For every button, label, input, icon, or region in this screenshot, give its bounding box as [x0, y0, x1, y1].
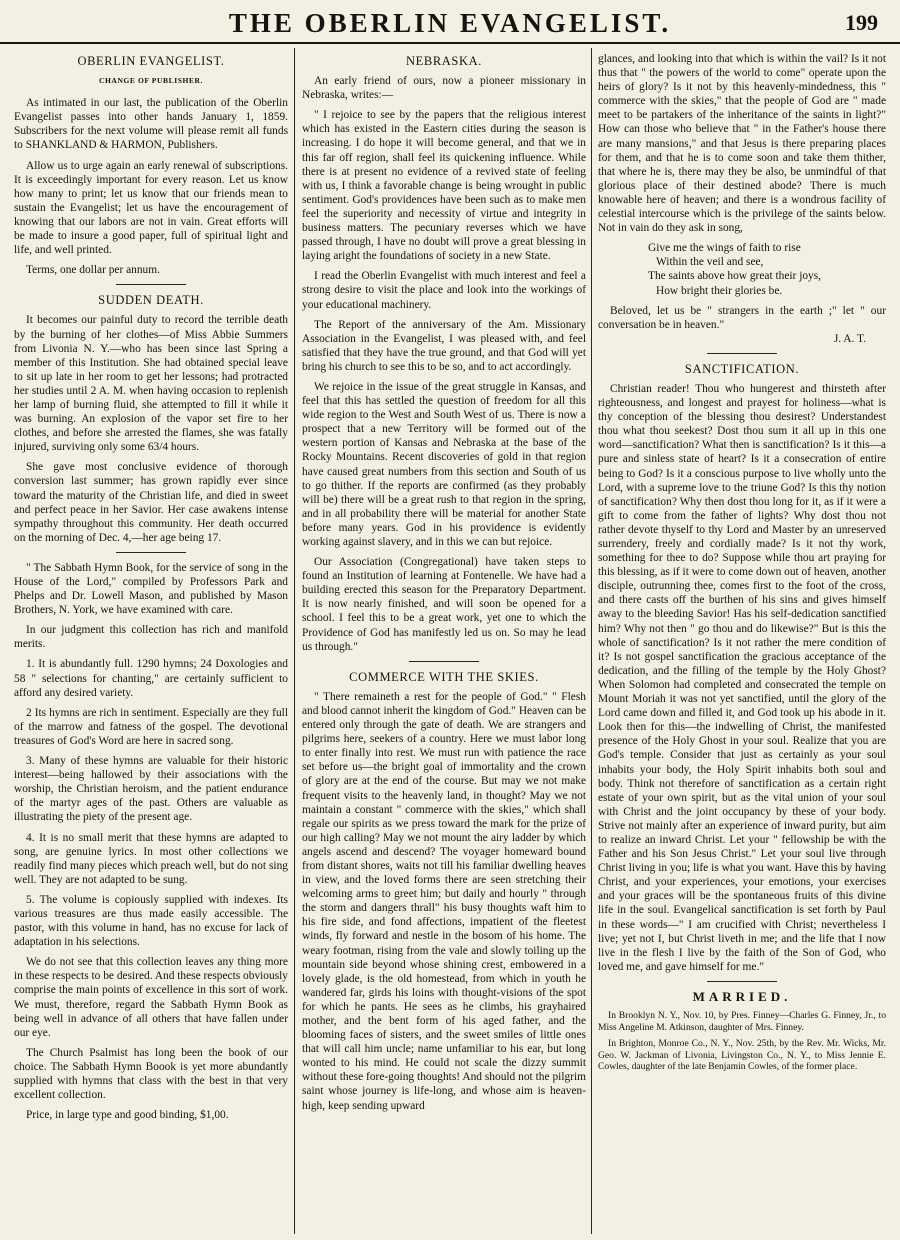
- marriage-notice: In Brooklyn N. Y., Nov. 10, by Pres. Finney—Charles G. Finney, Jr., to Miss Angeline M. Atkinson, daughter of Mrs. Finney.: [598, 1010, 886, 1033]
- column-3: [598, 52, 886, 1232]
- paragraph: It becomes our painful duty to record the terrible death by the burning of her clothes—of Miss Abbie Summers from Livonia N. Y.—who has been since last Spring a member of this Institution. She had obtained special leave to sit up late in her room to get her lessons; had protracted her studies until 2 A. M. when having occasion to replenish her lamp of burning fluid, she attempted to fill it while it was burning. An explosion of the vapor set fire to her clothes, and before she arrested the flames, she was fatally injured, surviving only some 63/4 hours.: [14, 314, 288, 454]
- article-subtitle: CHANGE OF PUBLISHER.: [98, 76, 204, 86]
- paragraph: Beloved, let us be " strangers in the earth ;" let " our conversation be in heaven.": [598, 304, 886, 331]
- paragraph: We rejoice in the issue of the great struggle in Kansas, and feel that this has settled the question of freedom for all this wide region to the West and South West of us. There is now a prospect that a new Territory will be formed out of the western portion of Kansas and Nebraska at the base of the Rocky Mountains. Recent discoveries of gold in that region have caused great numbers from this section and South of us to go thither. If the reports are confirmed (as they probably will be) there will be a great rush to that region in the spring, and in all probability there will be material for another State before many years. God in his providence is evidently working against slavery, and in this we can but rejoice.: [302, 380, 586, 548]
- masthead-title: THE OBERLIN EVANGELIST.: [228, 8, 672, 38]
- paragraph: Price, in large type and good binding, $1,00.: [26, 1109, 229, 1122]
- paragraph: " I rejoice to see by the papers that the religious interest which has existed in the Eastern cities during the season is increasing. I do hope it will become general, and that we in this far off region, shall feel its quickening influence. While there is at present no evidence of a revived state of feeling with us, I think a favorable change is being wrought in public sentiment. God's providences have been such as to make men feel the superiority and necessity of virtue and integrity in business matters. The pecuniary reverses which we have passed through, I have no doubt will prove a great blessing in laying aright the foundations of society in a new State.: [302, 109, 586, 263]
- paragraph: 4. It is no small merit that these hymns are adapted to song, are genuine lyrics. In most other collections we readily find many pieces which preach well, but do not sing well. They are not adapted to be sung.: [14, 831, 288, 886]
- column-rule: [294, 48, 295, 1234]
- paragraph: 5. The volume is copiously supplied with indexes. Its various treasures are thus made easily accessible. The pastor, with this volume in hand, has no excuse for lack of adaptation in his selections.: [14, 893, 288, 949]
- paragraph: glances, and looking into that which is within the vail? Is it not thus that " the powers of the world to come" operate upon the heirs of glory? Is it not by this heavenly-mindedness, this " commerce with the skies," that the people of God are " made meet to be partakers of the inheritance of the saints in light?" How can those who believe that " in the Father's house there are many mansions," and that Jesus is there preparing places for them, and that he is to come soon and take them thither, that where he is, there may they be also, be unmindful of that glorious place of their destined abode? There is much knowable here of heaven; and there is a wondrous facility of celestial intercourse which is the privilege of the saints below. Not in vain do they ask in song,: [598, 53, 886, 235]
- paragraph: Terms, one dollar per annum.: [26, 264, 160, 277]
- article-title: SUDDEN DEATH.: [98, 293, 204, 308]
- paragraph: Our Association (Congregational) have taken steps to found an Institution of learning at Fontenelle. We have had a building erected this season for the Preparatory Department. It is now nearly finished, and will soon be opened for a school. I feel this to be a great work, yet one to which the Providence of God has manifestly led us on. So may he lead us through.": [302, 556, 586, 653]
- paragraph: " There remaineth a rest for the people of God." " Flesh and blood cannot inherit the kingdom of God." Heaven can be entered only through the gate of death. We are strangers and pilgrims here, seekers of a country. Here we must labor long to enter finally into rest. We must run with patience the race set before us—the bright goal of immortality and the crown of glory are at the end of the course. But may we not make frequent visits to the heavenly land, in thought? May we not maintain a constant " commerce with the skies," which shall regale our spirits as we press toward the mark for the prize of our high calling? May we not mount the airy ladder by which angels ascend and descend? The voyager homeward bound from distant shores, waits not till his familiar dwelling heaves in view, and the loved forms there are seen stretching their welcoming arms to greet him; but daily and hourly " through the storm and dangers thrall" his busy thoughts waft him to his fire side, and fond affections, impatient of the fleetest winds, fly forward and nestle in the bosom of his home. The weary footman, rising from the vale and slowly toiling up the mountain side beyond whose shining crest, embowered in a lovely glade, is the old homestead, from which in youth he wandered far, girds his loins with thought-visions of the spot for which he pants. He sees as he climbs, his grayhaired mother, and the bent form of his aged father, and the blooming faces of sisters, and the sweet smiles of little ones that will call him uncle; name unfamiliar to his ear, but long wonted to his mind. He could not scale the dizzy summit without these fore-going thoughts! And should not the pilgrim saint whose journey is life-long, and whose aim is heaven-high, keep sending upward: [302, 690, 586, 1112]
- paragraph: An early friend of ours, now a pioneer missionary in Nebraska, writes:—: [302, 75, 586, 102]
- paragraph: 2 Its hymns are rich in sentiment. Especially are they full of the marrow and fatness of the gospel. The devotional treasures of God's Word are here in sacred song.: [14, 706, 288, 747]
- masthead: [0, 0, 900, 44]
- article-title: SANCTIFICATION.: [684, 361, 800, 376]
- paragraph: 1. It is abundantly full. 1290 hymns; 24 Doxologies and 58 " selections for chanting," are certainly sufficient to afford any desired variety.: [14, 658, 288, 699]
- article-title: MARRIED.: [692, 988, 792, 1004]
- paragraph: Allow us to urge again an early renewal of subscriptions. It is exceedingly important for every reason. Let us know how many to print; let us know that our friends mean to sustain the Evangelist; let us have the encouragement of knowing that our labors are not in vain. Great efforts will be made to insure a good paper, full of spiritual light and life, and well printed.: [14, 159, 288, 257]
- paragraph: In our judgment this collection has rich and manifold merits.: [14, 624, 288, 651]
- verse-line: The saints above how great their joys,: [648, 270, 822, 283]
- signature: J. A. T.: [833, 332, 866, 345]
- paragraph: The Church Psalmist has long been the book of our choice. The Sabbath Hymn Boook is yet more abundantly supplied with hymns that class with the best in that very excellent collection.: [14, 1046, 288, 1102]
- verse-line: Give me the wings of faith to rise: [648, 242, 801, 255]
- verse-line: Within the veil and see,: [656, 256, 764, 269]
- paragraph: " The Sabbath Hymn Book, for the service of song in the House of the Lord," compiled by Professors Park and Phelps and Dr. Lowell Mason, and published by Mason Brothers, N. York, we have examined with care.: [14, 561, 288, 617]
- paragraph: 3. Many of these hymns are valuable for their historic interest—being hallowed by their associations with the worship, the Christian heroism, and the patient endurance of the martyr ages of the past. Others are valuable as illustrating the piety of the present age.: [14, 755, 288, 824]
- section-divider: [116, 284, 186, 285]
- marriage-notice: In Brighton, Monroe Co., N. Y., Nov. 25th, by the Rev. Mr. Wicks, Mr. Geo. W. Jackman of Livonia, Livingston Co., N. Y., to Miss Jennie E. Cowles, daughter of the late Benjamin Cowles, of the former place.: [598, 1038, 886, 1073]
- paragraph: As intimated in our last, the publication of the Oberlin Evangelist passes into other hands January 1, 1859. Subscribers for the next volume will please remit all funds to SHANKLAND & HARMON, Publishers.: [14, 97, 288, 152]
- paragraph: We do not see that this collection leaves any thing more in these respects to be desired. And these respects obviously comprise the main points of excellence in this sort of work. We must, therefore, regard the Sabbath Hymn Book as being well in advance of all others that have fallen under our eye.: [14, 956, 288, 1039]
- paragraph: Christian reader! Thou who hungerest and thirsteth after righteousness, and longest and prayest for holiness—what is thy conception of the blessing thou desirest? Understandest thou what thou seekest? Dost thou sum it all up in this one word—sanctification? What then is sanctification? Is it this—a pure and sinless state of heart? Is it a consecration of entire being to God? Is it a conscious purpose to live wholly unto the Lord, with a supreme love to the triune God? Is this thy notion of sanctification? Why then dost thou long for it, as if it were a gift to come from the father of lights? Why dost thou not rather devote thyself to thy Lord and Master by an unreserved surrendery, freely and cordially made? Is it not thy work, something for thee to do? Suppose while thou art praying for this blessing, as if it were to come down out of heaven, another disciple, outrunning thee, comes first to the foot of the cross, and there casts off the burthen of his sins and gives himself away to the bleeding Savior! Has his self-dedication sanctified him? Why not then " go thou and do likewise?" But is this the whole of sanctification? Is it not rather the mere condition of it? Is not gospel sanctification the gracious acceptance of the dedication, and the filling of the temple by the Holy Ghost? When Solomon had completed and consecrated the temple on Mount Moriah it was not yet sanctified, until the glory of the Lord came down and filled it, and God took up his abode in it. Look then for this—the indwelling of Christ, the manifested presence of the Holy Ghost in your soul. Realize that you are God's temple. Consider that just as certainly as your soul inhabits your body, the Holy Spirit inhabits both soul and body. Think not therefore of sanctification as a certain right estate of your own spirit, but as the vital union of your soul with Christ and the joint occupancy by these of your body. Strive not mainly after an experience of inward purity, but aim to realize an inward Christ. Let your " fellowship be with the Father and his Son Jesus Christ." Let your soul live through Christ living in you; life is what you want. Have this by having Christ, and your experiences, your emotions, your exercises and your graces will be the spontaneous fruits of this divine life in the soul. Evangelical sanctification is set forth by Paul in these words—" I am crucified with Christ; nevertheless I live; yet not I, but Christ liveth in me; and the life that I now live in the flesh I live by the faith of the Son of God, who loved me, and gave himself for me.": [598, 382, 886, 973]
- hymn-verse: [648, 241, 886, 297]
- column-2: [302, 52, 586, 1232]
- section-divider: [116, 552, 186, 553]
- paragraph: The Report of the anniversary of the Am. Missionary Association in the Evangelist, I was pleased with, and feel satisfied that they have the true ground, and that God will yet bring his church to see this to be so, and to act accordingly.: [302, 318, 586, 373]
- column-1: [14, 52, 288, 1232]
- page-number: 199: [845, 10, 878, 35]
- section-divider: [707, 353, 777, 354]
- article-title: OBERLIN EVANGELIST.: [77, 54, 225, 68]
- paragraph: I read the Oberlin Evangelist with much interest and feel a strong desire to visit the place and look into the workings of your educational machinery.: [302, 270, 586, 311]
- paragraph: She gave most conclusive evidence of thorough conversion last summer; has grown rapidly ever since toward the maturity of the Christian life, and died in sweet and perfect peace in her Savior. Her case awakens intense sympathy throughout this community. Her death occurred on the morning of Dec. 4,—her age being 17.: [14, 461, 288, 544]
- article-title: COMMERCE WITH THE SKIES.: [349, 669, 539, 684]
- column-rule: [591, 48, 592, 1234]
- section-divider: [409, 661, 479, 662]
- verse-line: How bright their glories be.: [656, 284, 783, 297]
- article-title: NEBRASKA.: [406, 54, 482, 68]
- section-divider: [707, 981, 777, 982]
